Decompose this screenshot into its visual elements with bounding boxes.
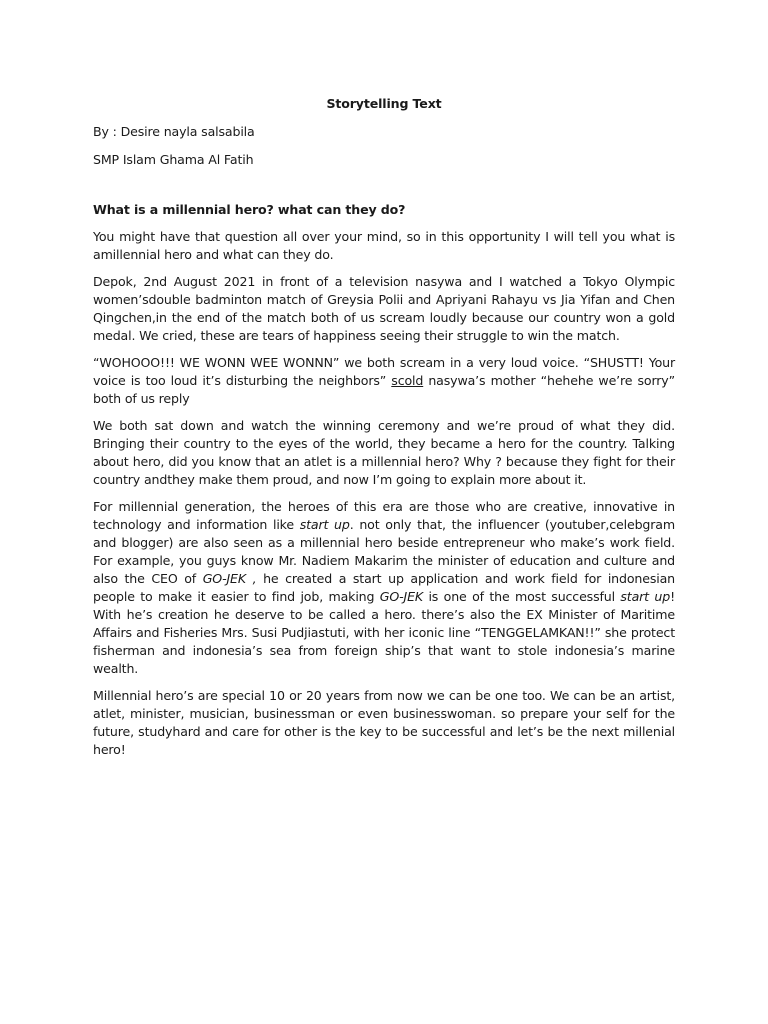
p5-italic-3: GO-JEK: [379, 589, 424, 604]
p5-text-3: he created a start up application and work field for indonesian people to make it easier to find job, making: [93, 571, 675, 604]
underlined-word: scold: [391, 373, 424, 388]
p5-italic-4: start up: [620, 589, 671, 604]
p5-italic-1: start up: [299, 517, 350, 532]
author-line: By : Desire nayla salsabila: [93, 124, 255, 139]
paragraph-conclusion: Millennial hero’s are special 10 or 20 years from now we can be one too. We can be an artist, atlet, minister, musician, businessman or even businesswoman. so prepare your self for the future, studyhard and care for other is the key to be successful and let’s be the next millenial hero!: [93, 688, 675, 757]
document-title: Storytelling Text: [326, 96, 442, 111]
p5-text-5: ! With he’s creation he deserve to be called a hero. there’s also the EX Minister of Maritime Affairs and Fisheries Mrs. Susi Pudjiastuti, with her iconic line “TENGGELAMKAN!!” she protect fisherman and indonesia’s sea from foreign ship’s that want to stole indonesia’s marine wealth.: [93, 589, 675, 676]
paragraph-ceremony: We both sat down and watch the winning ceremony and we’re proud of what they did. Bringing their country to the eyes of the world, they became a hero for the country. Talking about hero, did you know that an atlet is a millennial hero? Why ? because they fight for their country andthey make them proud, and now I’m going to explain more about it.: [93, 418, 675, 487]
paragraph-intro: You might have that question all over your mind, so in this opportunity I will tell you what is amillennial hero and what can they do.: [93, 229, 675, 262]
p5-text-2: . not only that, the influencer (youtuber,celebgram and blogger) are also seen as a millennial hero beside entrepreneur who make’s work field. For example, you guys know Mr. Nadiem Makarim the minister of education and culture and also the CEO of: [93, 517, 675, 586]
paragraph-olympic-match: Depok, 2nd August 2021 in front of a television nasywa and I watched a Tokyo Olympic women’sdouble badminton match of Greysia Polii and Apriyani Rahayu vs Jia Yifan and Chen Qingchen,in the end of the match both of us scream loudly because our country won a gold medal. We cried, these are tears of happiness seeing their struggle to win the match.: [93, 274, 675, 343]
p5-text-1: For millennial generation, the heroes of this era are those who are creative, innovative in technology and information like: [93, 499, 675, 532]
document-page: [93, 95, 675, 768]
p5-text-4: is one of the most successful: [423, 589, 621, 604]
paragraph-celebration-text-2: nasywa’s mother “hehehe we’re sorry” both of us reply: [93, 373, 675, 406]
question-heading: What is a millennial hero? what can they do?: [93, 202, 406, 217]
paragraph-celebration-text-1: “WOHOOO!!! WE WONN WEE WONNN” we both scream in a very loud voice. “SHUSTT! Your voice is too loud it’s disturbing the neighbors”: [93, 355, 675, 388]
paragraph-millennial-generation: [93, 498, 675, 678]
p5-italic-2: GO-JEK ,: [202, 571, 257, 586]
paragraph-celebration: [93, 354, 675, 408]
school-line: SMP Islam Ghama Al Fatih: [93, 152, 254, 167]
